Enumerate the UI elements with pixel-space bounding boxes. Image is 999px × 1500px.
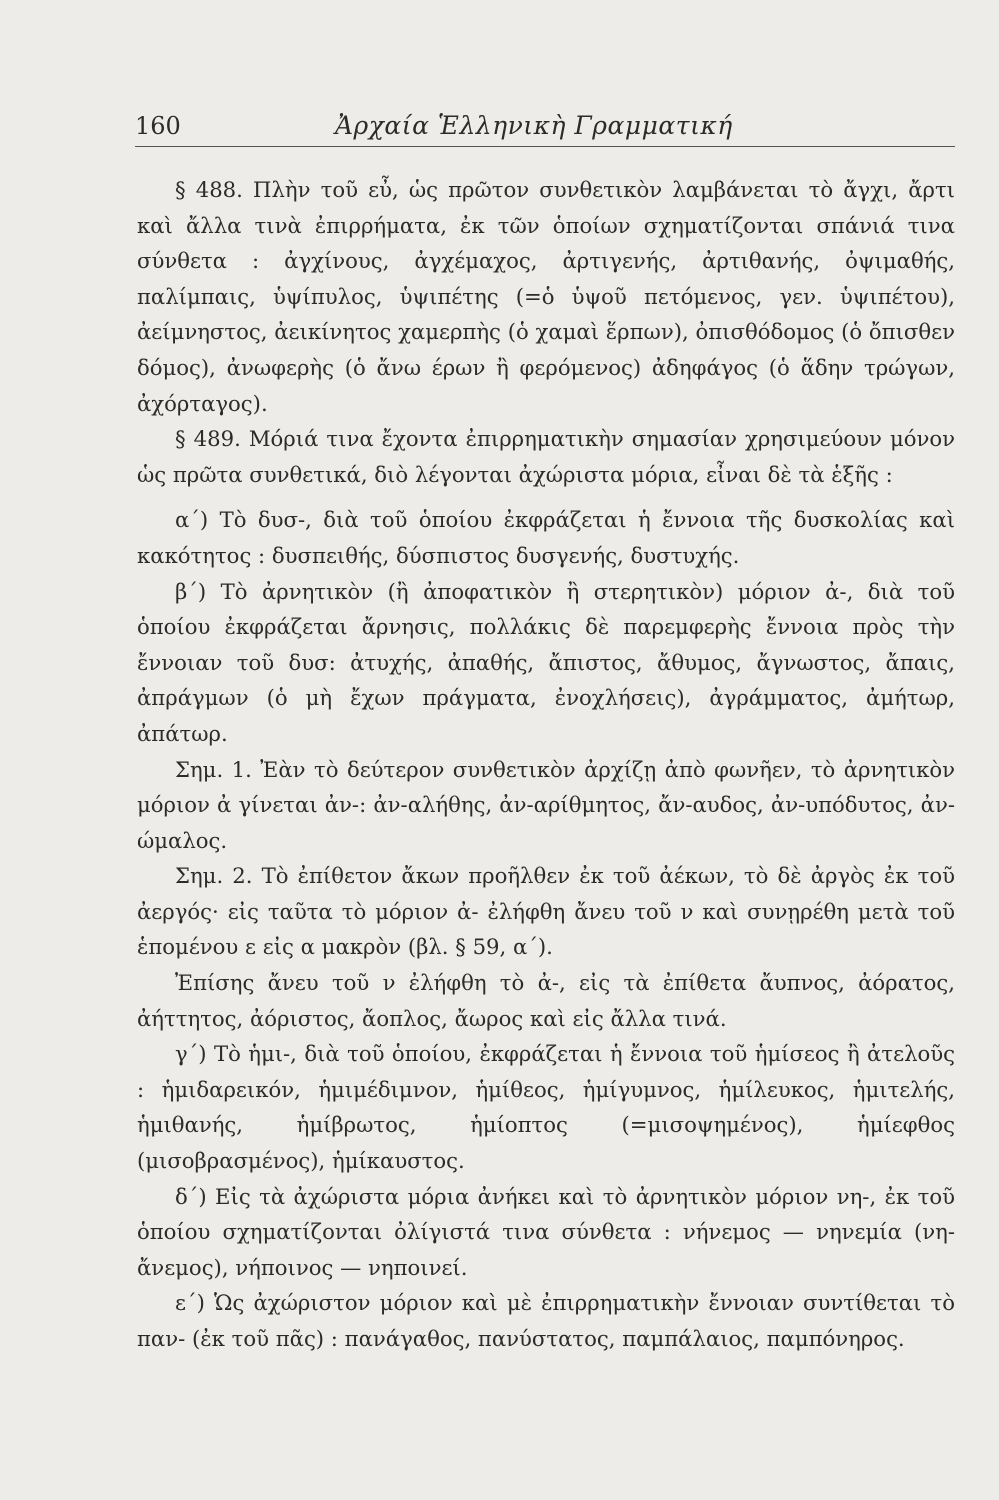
item-gamma: γ΄) Τὸ ἡμι-, διὰ τοῦ ὁποίου, ἐκφράζεται ἡ ἔννοια τοῦ ἡμίσεος ἢ ἀτελοῦς : ἡμιδαρεικόν, ἡμιμέδιμνον, ἡμίθεος, ἡμίγυμνος, ἡμίλευκος, ἡμιτελής, ἡμιθανής, ἡμίβρωτος, ἡμίοπτος (=μισοψημένος), ἡμίεφθος (μισοβρασμένος), ἡμίκαυστος.: [137, 1041, 955, 1174]
item-delta: δ΄) Εἰς τὰ ἀχώριστα μόρια ἀνήκει καὶ τὸ ἀρνητικὸν μόριον νη-, ἐκ τοῦ ὁποίου σχηματίζονται ὀλίγιστά τινα σύνθετα : νήνεμος — νηνεμία (νη-ἄνεμος), νήποινος — νηποινεί.: [137, 1183, 955, 1280]
section-488: § 488. Πλὴν τοῦ εὖ, ὡς πρῶτον συνθετικὸν λαμβάνεται τὸ ἄγχι, ἄρτι καὶ ἄλλα τινὰ ἐπιρρήματα, ἐκ τῶν ὁποίων σχηματίζονται σπάνιά τινα σύνθετα : ἀγχίνους, ἀγχέμαχος, ἀρτιγενής, ἀρτιθανής, ὀψιμαθής, παλίμπαις, ὑψίπυλος, ὑψιπέτης (=ὁ ὑψοῦ πετόμενος, γεν. ὑψιπέτου), ἀείμνηστος, ἀεικίνητος χαμερπὴς (ὁ χαμαὶ ἕρπων), ὀπισθόδομος (ὁ ὄπισθεν δόμος), ἀνωφερὴς (ὁ ἄνω έρων ἢ φερόμενος) ἀδηφάγος (ὁ ἅδην τρώγων, ἀχόρταγος).: [137, 177, 955, 416]
note-2-continued: Ἐπίσης ἄνευ τοῦ ν ἐλήφθη τὸ ἀ-, εἰς τὰ ἐπίθετα ἄυπνος, ἀόρατος, ἀήττητος, ἀόριστος, ἄοπλος, ἄωρος καὶ εἰς ἄλλα τινά.: [137, 970, 955, 1031]
item-alpha: α΄) Τὸ δυσ-, διὰ τοῦ ὁποίου ἐκφράζεται ἡ ἔννοια τῆς δυσκολίας καὶ κακότητος : δυσπειθής, δύσπιστος δυσγενής, δυστυχής.: [137, 507, 955, 568]
note-1: Σημ. 1. Ἐὰν τὸ δεύτερον συνθετικὸν ἀρχίζῃ ἀπὸ φωνῆεν, τὸ ἀρνητικὸν μόριον ἀ γίνεται ἀν-: ἀν-αλήθης, ἀν-αρίθμητος, ἄν-αυδος, ἀν-υπόδυτος, ἀν-ώμαλος.: [137, 756, 955, 853]
page-body: [137, 172, 955, 1357]
section-489: § 489. Μόριά τινα ἔχοντα ἐπιρρηματικὴν σημασίαν χρησιμεύουν μόνον ὡς πρῶτα συνθετικά, διὸ λέγονται ἀχώριστα μόρια, εἶναι δὲ τὰ ἑξῆς :: [137, 426, 955, 487]
item-beta: β΄) Τὸ ἀρνητικὸν (ἢ ἀποφατικὸν ἢ στερητικὸν) μόριον ἀ-, διὰ τοῦ ὁποίου ἐκφράζεται ἄρνησις, πολλάκις δὲ παρεμφερὴς ἔννοια πρὸς τὴν ἔννοιαν τοῦ δυσ: ἀτυχής, ἀπαθής, ἄπιστος, ἄθυμος, ἄγνωστος, ἄπαις, ἀπράγμων (ὁ μὴ ἔχων πράγματα, ἐνοχλήσεις), ἀγράμματος, ἀμήτωρ, ἀπάτωρ.: [137, 578, 955, 746]
header-rule: [135, 146, 955, 147]
paragraph-gap: [137, 492, 955, 502]
note-2: Σημ. 2. Τὸ ἐπίθετον ἄκων προῆλθεν ἐκ τοῦ ἀέκων, τὸ δὲ ἀργὸς ἐκ τοῦ ἀεργός· εἰς ταῦτα τὸ μόριον ἀ- ἐλήφθη ἄνευ τοῦ ν καὶ συνῃρέθη μετὰ τοῦ ἑπομένου ε εἰς α μακρὸν (βλ. § 59, α΄).: [137, 863, 955, 960]
item-epsilon: ε΄) Ὡς ἀχώριστον μόριον καὶ μὲ ἐπιρρηματικὴν ἔννοιαν συντίθεται τὸ παν- (ἐκ τοῦ πᾶς) : πανάγαθος, πανύστατος, παμπάλαιος, παμπόνηρος.: [137, 1290, 955, 1351]
page-header: [135, 100, 955, 140]
page-number: 160: [135, 112, 181, 140]
running-title: Ἀρχαία Ἑλληνικὴ Γραμματική: [335, 111, 733, 140]
